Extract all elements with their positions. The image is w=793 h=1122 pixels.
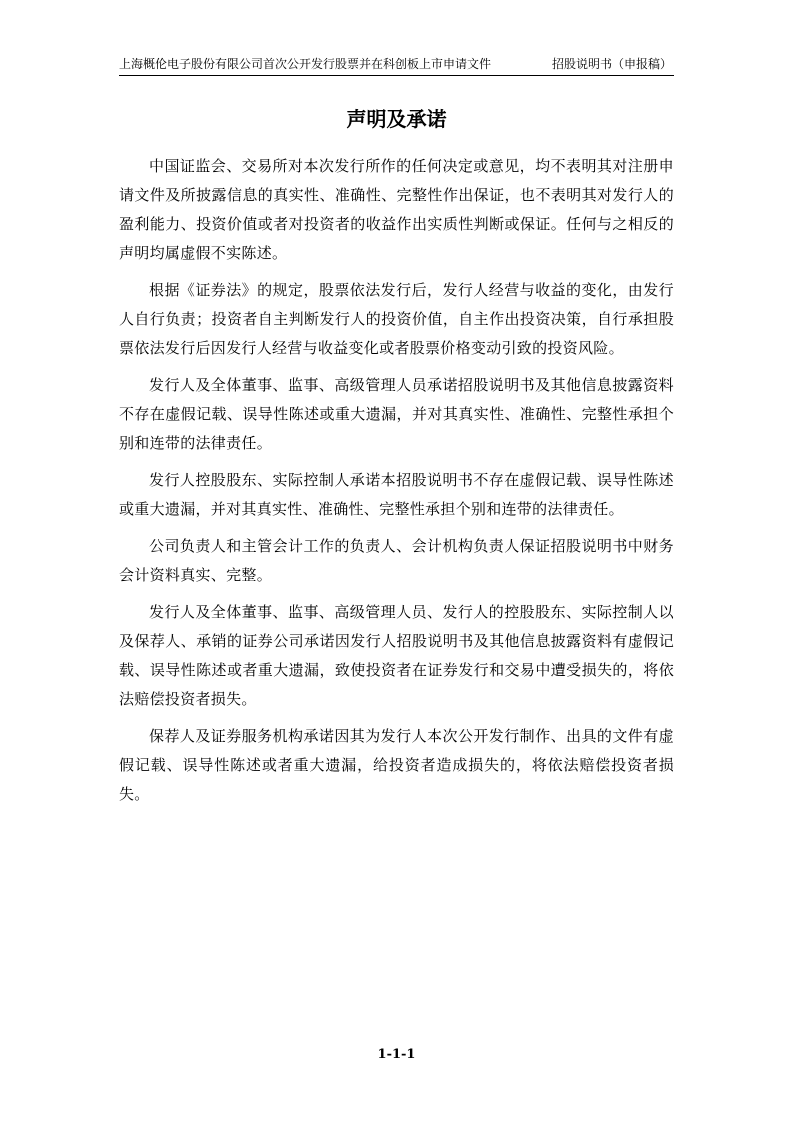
paragraph: 发行人及全体董事、监事、高级管理人员、发行人的控股股东、实际控制人以及保荐人、承销的证券公司承诺因发行人招股说明书及其他信息披露资料有虚假记载、误导性陈述或者重大遗漏，致使投资者在证券发行和交易中遭受损失的，将依法赔偿投资者损失。: [119, 603, 674, 708]
page-number: 1-1-1: [377, 1047, 416, 1062]
page-header: [119, 55, 674, 76]
paragraph: 发行人及全体董事、监事、高级管理人员承诺招股说明书及其他信息披露资料不存在虚假记载、误导性陈述或重大遗漏，并对其真实性、准确性、完整性承担个别和连带的法律责任。: [119, 376, 674, 452]
document-body: [119, 152, 674, 817]
paragraph: 公司负责人和主管会计工作的负责人、会计机构负责人保证招股说明书中财务会计资料真实、完整。: [119, 537, 674, 584]
header-document-name: 上海概伦电子股份有限公司首次公开发行股票并在科创板上市申请文件: [119, 57, 492, 71]
paragraph: 发行人控股股东、实际控制人承诺本招股说明书不存在虚假记载、误导性陈述或重大遗漏，并对其真实性、准确性、完整性承担个别和连带的法律责任。: [119, 471, 674, 518]
paragraph: 中国证监会、交易所对本次发行所作的任何决定或意见，均不表明其对注册申请文件及所披露信息的真实性、准确性、完整性作出保证，也不表明其对发行人的盈利能力、投资价值或者对投资者的收益作出实质性判断或保证。任何与之相反的声明均属虚假不实陈述。: [119, 157, 674, 262]
header-document-type: 招股说明书（申报稿）: [551, 57, 672, 71]
paragraph: 保荐人及证券服务机构承诺因其为发行人本次公开发行制作、出具的文件有虚假记载、误导性陈述或者重大遗漏，给投资者造成损失的，将依法赔偿投资者损失。: [119, 727, 674, 803]
page-title: 声明及承诺: [346, 107, 447, 131]
paragraph: 根据《证券法》的规定，股票依法发行后，发行人经营与收益的变化，由发行人自行负责；投资者自主判断发行人的投资价值，自主作出投资决策，自行承担股票依法发行后因发行人经营与收益变化或者股票价格变动引致的投资风险。: [119, 281, 674, 357]
